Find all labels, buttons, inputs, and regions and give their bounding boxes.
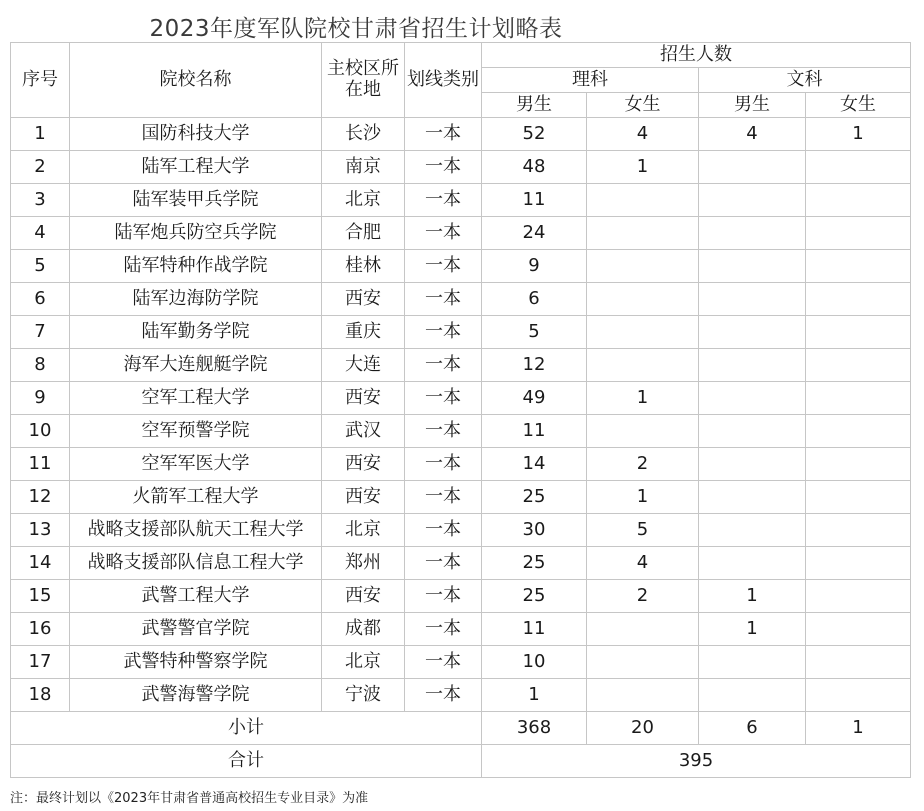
cell-science-male: 48 bbox=[482, 151, 587, 184]
cell-school-name: 战略支援部队信息工程大学 bbox=[70, 547, 322, 580]
cell-arts-female bbox=[806, 415, 911, 448]
cell-school-name: 战略支援部队航天工程大学 bbox=[70, 514, 322, 547]
cell-location: 重庆 bbox=[322, 316, 405, 349]
cell-science-female bbox=[587, 679, 699, 712]
table-row bbox=[11, 679, 911, 712]
cell-school-name: 陆军勤务学院 bbox=[70, 316, 322, 349]
cell-seq: 15 bbox=[11, 580, 70, 613]
cell-arts-male: 1 bbox=[699, 580, 806, 613]
table-row bbox=[11, 184, 911, 217]
cell-science-female: 1 bbox=[587, 382, 699, 415]
cell-category: 一本 bbox=[405, 151, 482, 184]
cell-category: 一本 bbox=[405, 448, 482, 481]
subtotal-science-male: 368 bbox=[482, 712, 587, 745]
cell-seq: 2 bbox=[11, 151, 70, 184]
cell-location: 西安 bbox=[322, 481, 405, 514]
cell-science-female: 4 bbox=[587, 547, 699, 580]
cell-category: 一本 bbox=[405, 613, 482, 646]
cell-seq: 7 bbox=[11, 316, 70, 349]
cell-science-female bbox=[587, 217, 699, 250]
total-label: 合计 bbox=[11, 745, 482, 778]
cell-location: 长沙 bbox=[322, 118, 405, 151]
cell-science-female: 2 bbox=[587, 580, 699, 613]
cell-arts-male bbox=[699, 481, 806, 514]
cell-school-name: 武警警官学院 bbox=[70, 613, 322, 646]
header-enrollment: 招生人数 bbox=[482, 43, 911, 68]
cell-arts-female bbox=[806, 316, 911, 349]
cell-seq: 10 bbox=[11, 415, 70, 448]
cell-seq: 14 bbox=[11, 547, 70, 580]
cell-arts-male bbox=[699, 547, 806, 580]
table-row bbox=[11, 118, 911, 151]
cell-category: 一本 bbox=[405, 514, 482, 547]
total-value: 395 bbox=[482, 745, 911, 778]
cell-location: 成都 bbox=[322, 613, 405, 646]
table-row bbox=[11, 613, 911, 646]
cell-category: 一本 bbox=[405, 184, 482, 217]
cell-science-female bbox=[587, 415, 699, 448]
cell-science-male: 25 bbox=[482, 547, 587, 580]
cell-category: 一本 bbox=[405, 250, 482, 283]
cell-arts-male bbox=[699, 514, 806, 547]
cell-science-female: 1 bbox=[587, 481, 699, 514]
cell-location: 宁波 bbox=[322, 679, 405, 712]
cell-location: 郑州 bbox=[322, 547, 405, 580]
cell-science-male: 11 bbox=[482, 184, 587, 217]
cell-arts-female bbox=[806, 481, 911, 514]
cell-arts-female bbox=[806, 382, 911, 415]
cell-arts-male bbox=[699, 184, 806, 217]
cell-school-name: 武警海警学院 bbox=[70, 679, 322, 712]
cell-location: 北京 bbox=[322, 184, 405, 217]
cell-science-female bbox=[587, 646, 699, 679]
page-title: 2023年度军队院校甘肃省招生计划略表 bbox=[149, 16, 563, 42]
cell-school-name: 海军大连舰艇学院 bbox=[70, 349, 322, 382]
cell-school-name: 武警特种警察学院 bbox=[70, 646, 322, 679]
cell-science-male: 14 bbox=[482, 448, 587, 481]
cell-science-female bbox=[587, 316, 699, 349]
cell-seq: 1 bbox=[11, 118, 70, 151]
cell-location: 南京 bbox=[322, 151, 405, 184]
cell-science-male: 24 bbox=[482, 217, 587, 250]
cell-science-male: 11 bbox=[482, 613, 587, 646]
cell-location: 西安 bbox=[322, 382, 405, 415]
subtotal-label: 小计 bbox=[11, 712, 482, 745]
cell-seq: 9 bbox=[11, 382, 70, 415]
cell-arts-male bbox=[699, 382, 806, 415]
cell-school-name: 空军军医大学 bbox=[70, 448, 322, 481]
header-science-male: 男生 bbox=[482, 93, 587, 118]
cell-category: 一本 bbox=[405, 481, 482, 514]
cell-arts-male bbox=[699, 151, 806, 184]
cell-arts-male: 4 bbox=[699, 118, 806, 151]
cell-science-male: 12 bbox=[482, 349, 587, 382]
cell-location: 西安 bbox=[322, 580, 405, 613]
cell-arts-female bbox=[806, 184, 911, 217]
table-row bbox=[11, 217, 911, 250]
header-arts: 文科 bbox=[699, 68, 911, 93]
cell-seq: 17 bbox=[11, 646, 70, 679]
cell-arts-male bbox=[699, 349, 806, 382]
cell-arts-male bbox=[699, 415, 806, 448]
cell-arts-male bbox=[699, 679, 806, 712]
cell-location: 武汉 bbox=[322, 415, 405, 448]
table-row bbox=[11, 283, 911, 316]
header-arts-male: 男生 bbox=[699, 93, 806, 118]
total-row bbox=[11, 745, 911, 778]
cell-science-male: 10 bbox=[482, 646, 587, 679]
cell-seq: 18 bbox=[11, 679, 70, 712]
header-science-female: 女生 bbox=[587, 93, 699, 118]
table-row bbox=[11, 250, 911, 283]
cell-science-female bbox=[587, 283, 699, 316]
cell-seq: 3 bbox=[11, 184, 70, 217]
table-row bbox=[11, 547, 911, 580]
cell-category: 一本 bbox=[405, 679, 482, 712]
table-row bbox=[11, 415, 911, 448]
subtotal-arts-female: 1 bbox=[806, 712, 911, 745]
cell-seq: 16 bbox=[11, 613, 70, 646]
header-seq: 序号 bbox=[11, 43, 70, 118]
cell-school-name: 陆军工程大学 bbox=[70, 151, 322, 184]
cell-science-female: 5 bbox=[587, 514, 699, 547]
table-row bbox=[11, 481, 911, 514]
cell-seq: 6 bbox=[11, 283, 70, 316]
cell-location: 合肥 bbox=[322, 217, 405, 250]
cell-science-male: 49 bbox=[482, 382, 587, 415]
cell-location: 大连 bbox=[322, 349, 405, 382]
table-row bbox=[11, 349, 911, 382]
cell-school-name: 武警工程大学 bbox=[70, 580, 322, 613]
cell-arts-male bbox=[699, 217, 806, 250]
table-row bbox=[11, 580, 911, 613]
cell-category: 一本 bbox=[405, 118, 482, 151]
cell-category: 一本 bbox=[405, 580, 482, 613]
table-row bbox=[11, 448, 911, 481]
cell-science-male: 11 bbox=[482, 415, 587, 448]
cell-school-name: 陆军特种作战学院 bbox=[70, 250, 322, 283]
cell-science-female bbox=[587, 613, 699, 646]
cell-science-female bbox=[587, 250, 699, 283]
cell-arts-female bbox=[806, 217, 911, 250]
cell-science-male: 9 bbox=[482, 250, 587, 283]
cell-category: 一本 bbox=[405, 646, 482, 679]
table-row bbox=[11, 382, 911, 415]
cell-science-male: 30 bbox=[482, 514, 587, 547]
cell-science-male: 52 bbox=[482, 118, 587, 151]
cell-science-female: 2 bbox=[587, 448, 699, 481]
footnote: 注：最终计划以《2023年甘肃省普通高校招生专业目录》为准 bbox=[10, 791, 369, 806]
table-row bbox=[11, 514, 911, 547]
table-row bbox=[11, 646, 911, 679]
cell-location: 西安 bbox=[322, 283, 405, 316]
header-location: 主校区所在地 bbox=[322, 43, 405, 118]
cell-school-name: 陆军装甲兵学院 bbox=[70, 184, 322, 217]
cell-science-male: 25 bbox=[482, 481, 587, 514]
cell-arts-male bbox=[699, 283, 806, 316]
cell-arts-female bbox=[806, 283, 911, 316]
cell-category: 一本 bbox=[405, 415, 482, 448]
cell-seq: 11 bbox=[11, 448, 70, 481]
cell-school-name: 陆军炮兵防空兵学院 bbox=[70, 217, 322, 250]
cell-arts-female bbox=[806, 646, 911, 679]
cell-school-name: 火箭军工程大学 bbox=[70, 481, 322, 514]
cell-school-name: 空军预警学院 bbox=[70, 415, 322, 448]
cell-arts-male bbox=[699, 316, 806, 349]
cell-category: 一本 bbox=[405, 217, 482, 250]
subtotal-science-female: 20 bbox=[587, 712, 699, 745]
cell-arts-female bbox=[806, 547, 911, 580]
cell-science-male: 5 bbox=[482, 316, 587, 349]
cell-science-female bbox=[587, 349, 699, 382]
cell-arts-female: 1 bbox=[806, 118, 911, 151]
subtotal-row bbox=[11, 712, 911, 745]
cell-location: 桂林 bbox=[322, 250, 405, 283]
cell-seq: 8 bbox=[11, 349, 70, 382]
cell-science-female: 1 bbox=[587, 151, 699, 184]
cell-category: 一本 bbox=[405, 316, 482, 349]
cell-category: 一本 bbox=[405, 382, 482, 415]
cell-category: 一本 bbox=[405, 349, 482, 382]
cell-science-female: 4 bbox=[587, 118, 699, 151]
cell-arts-female bbox=[806, 448, 911, 481]
header-arts-female: 女生 bbox=[806, 93, 911, 118]
cell-arts-male bbox=[699, 250, 806, 283]
cell-seq: 5 bbox=[11, 250, 70, 283]
cell-location: 北京 bbox=[322, 646, 405, 679]
cell-school-name: 国防科技大学 bbox=[70, 118, 322, 151]
cell-arts-female bbox=[806, 613, 911, 646]
cell-category: 一本 bbox=[405, 547, 482, 580]
cell-arts-male bbox=[699, 448, 806, 481]
cell-school-name: 空军工程大学 bbox=[70, 382, 322, 415]
cell-arts-male: 1 bbox=[699, 613, 806, 646]
cell-category: 一本 bbox=[405, 283, 482, 316]
cell-seq: 4 bbox=[11, 217, 70, 250]
cell-science-male: 1 bbox=[482, 679, 587, 712]
cell-arts-female bbox=[806, 349, 911, 382]
header-category: 划线类别 bbox=[405, 43, 482, 118]
cell-arts-male bbox=[699, 646, 806, 679]
cell-science-male: 25 bbox=[482, 580, 587, 613]
cell-location: 西安 bbox=[322, 448, 405, 481]
cell-science-female bbox=[587, 184, 699, 217]
header-school-name: 院校名称 bbox=[70, 43, 322, 118]
cell-location: 北京 bbox=[322, 514, 405, 547]
cell-seq: 12 bbox=[11, 481, 70, 514]
header-science: 理科 bbox=[482, 68, 699, 93]
cell-arts-female bbox=[806, 151, 911, 184]
cell-arts-female bbox=[806, 514, 911, 547]
cell-arts-female bbox=[806, 250, 911, 283]
cell-arts-female bbox=[806, 580, 911, 613]
cell-science-male: 6 bbox=[482, 283, 587, 316]
cell-arts-female bbox=[806, 679, 911, 712]
table-row bbox=[11, 316, 911, 349]
enrollment-table bbox=[10, 42, 911, 778]
table-row bbox=[11, 151, 911, 184]
cell-seq: 13 bbox=[11, 514, 70, 547]
cell-school-name: 陆军边海防学院 bbox=[70, 283, 322, 316]
subtotal-arts-male: 6 bbox=[699, 712, 806, 745]
